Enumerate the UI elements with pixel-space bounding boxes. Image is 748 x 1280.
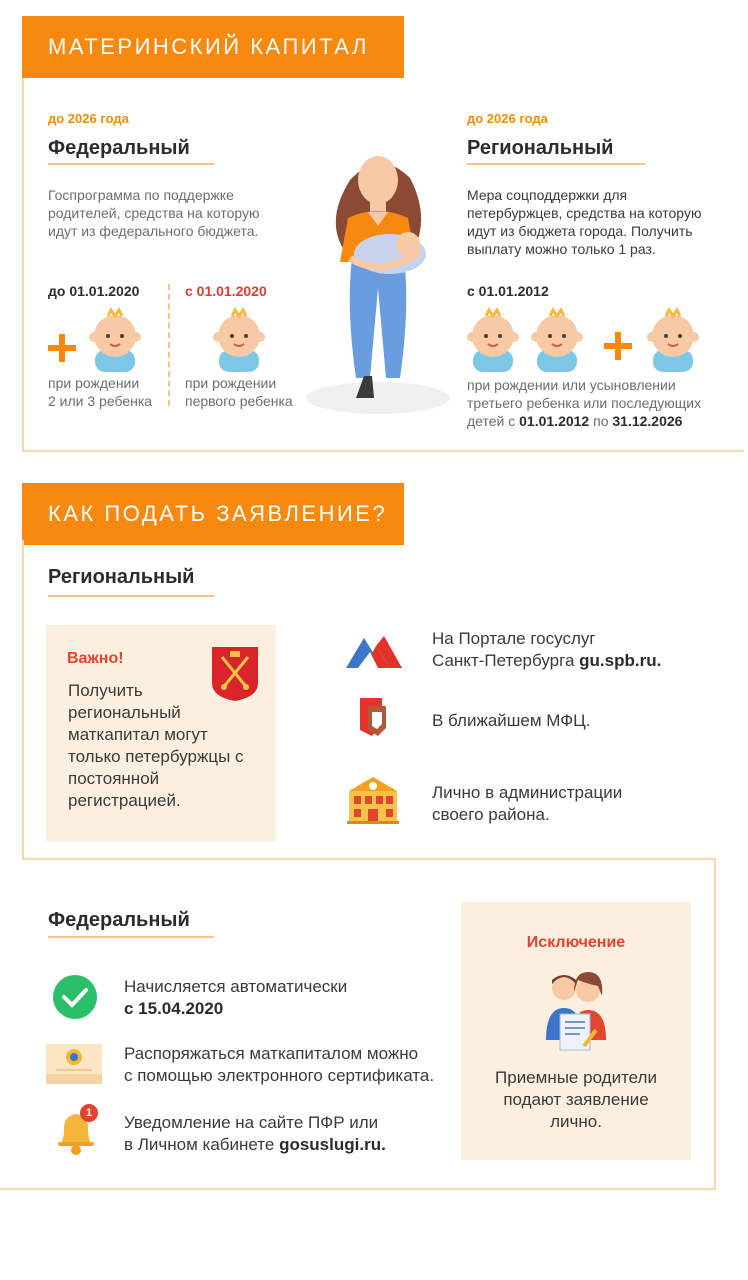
baby-icon [462,306,524,372]
regional-title: Региональный [467,137,614,159]
section2-banner: КАК ПОДАТЬ ЗАЯВЛЕНИЕ? [22,483,404,545]
section1-frame-bottom [22,450,744,452]
regional-end-date: 31.12.2026 [612,413,683,429]
federal-date-before-2020: до 01.01.2020 [48,283,140,299]
howto-item-portal-line1: На Портале госуслуг [432,629,596,648]
federal-item-notification [124,1112,386,1156]
federal-col2-text-line1: при рождении [185,375,277,391]
section2-frame-left [22,540,24,860]
gosuslugi-url: gosuslugi.ru. [279,1135,386,1154]
adoptive-parents-icon [540,970,612,1054]
howto-item-portal-line2 [432,650,661,672]
section2-frame-bottom [0,1188,716,1190]
certificate-icon [44,1040,104,1088]
regional-text-line2: третьего ребенка или последующих [467,395,702,411]
federal-date-from-2020: с 01.01.2020 [185,283,267,299]
section1-banner: МАТЕРИНСКИЙ КАПИТАЛ [22,16,404,78]
federal-item-auto [124,976,347,1020]
howto-item-administration [432,782,622,826]
regional-period: до 2026 года [467,111,548,126]
federal-item-notification-line1: Уведомление на сайте ПФР или [124,1113,379,1132]
federal-col1-text-line1: при рождении [48,375,140,391]
checkmark-icon [52,974,98,1020]
howto-item-administration-line1: Лично в администрации [432,783,623,802]
dashed-divider [168,284,170,406]
mfc-logo-icon [356,694,392,740]
howto-federal-title: Федеральный [48,909,190,931]
baby-icon [526,306,588,372]
regional-text-mid: по [589,413,613,429]
section2-frame-right [714,858,716,1190]
federal-item-certificate [124,1043,434,1087]
baby-icon [208,306,270,372]
regional-text-line3 [467,412,682,430]
federal-col2-text-line2: первого ребенка [185,393,293,409]
federal-item-auto-line1: Начисляется автоматически [124,977,348,996]
regional-text-prefix: детей с [467,413,520,429]
exception-text: Приемные родители подают заявление лично. [495,1068,657,1131]
regional-start-date: 01.01.2012 [519,413,590,429]
federal-item-certificate-line2: с помощью электронного сертификата. [124,1066,435,1085]
howto-item-portal [432,628,661,672]
notification-cabinet-text: в Личном кабинете [124,1135,280,1154]
federal-item-certificate-line1: Распоряжаться маткапиталом можно [124,1044,419,1063]
federal-description: Госпрограмма по поддержке родителей, средства на которую идут из федерального бюджета. [48,187,260,239]
notification-bell-icon [52,1104,100,1158]
howto-item-mfc: В ближайшем МФЦ. [432,711,591,730]
regional-text-line1: при рождении или усыновлении [467,377,676,393]
baby-icon [642,306,704,372]
regional-underline [467,163,645,165]
important-text: Получить региональный маткапитал могут только петербуржцы с постоянной регистрацией. [68,681,244,810]
section1-frame-left [22,70,24,452]
howto-regional-underline [48,595,214,597]
howto-item-administration-line2: своего района. [432,805,550,824]
notification-badge: 1 [80,1104,98,1122]
mother-with-baby-illustration [300,140,460,420]
federal-item-notification-line2 [124,1134,386,1156]
baby-icon [84,306,146,372]
howto-regional-title: Региональный [48,566,195,588]
regional-description: Мера соцподдержки для петербуржцев, средства на которую идут из бюджета города. Получить выплату можно только 1 раз. [467,187,702,257]
plus-icon [602,330,634,362]
federal-col1-text-line2: 2 или 3 ребенка [48,393,153,409]
federal-item-auto-date: с 15.04.2020 [124,999,224,1018]
howto-federal-underline [48,936,214,938]
spb-coat-of-arms-icon [210,645,260,703]
section2-frame-mid [22,858,716,860]
exception-title: Исключение [526,934,626,951]
gosuslugi-spb-logo-icon [344,632,404,672]
federal-period: до 2026 года [48,111,129,126]
federal-underline [48,163,214,165]
administration-building-icon [345,775,401,825]
portal-url: gu.spb.ru. [579,651,662,670]
important-title: Важно! [67,650,124,667]
plus-icon [46,332,78,364]
federal-title: Федеральный [48,137,190,159]
portal-city-text: Санкт-Петербурга [432,651,580,670]
regional-date: с 01.01.2012 [467,283,549,299]
